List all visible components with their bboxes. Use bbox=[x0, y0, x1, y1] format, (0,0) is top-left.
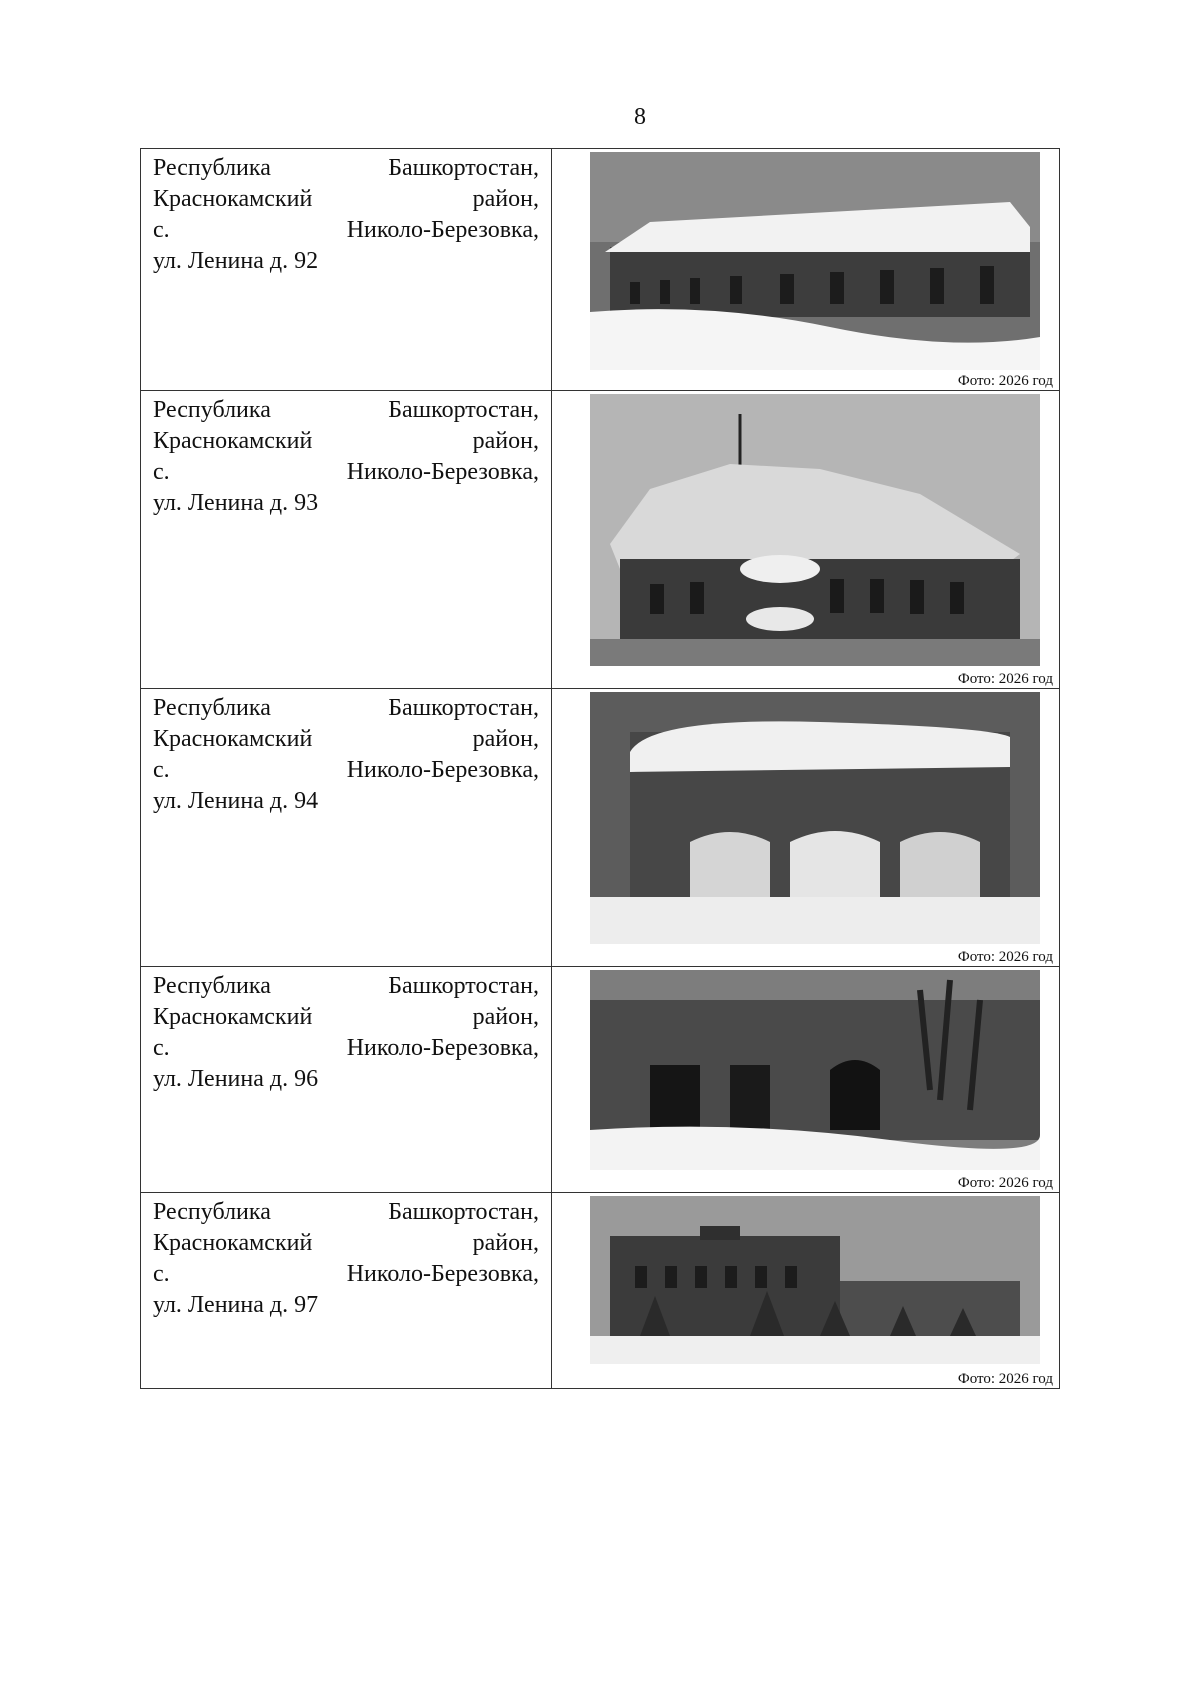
address-district: Краснокамский bbox=[153, 726, 313, 752]
photo-cell bbox=[552, 967, 1060, 1193]
table-row bbox=[141, 1193, 1060, 1389]
address-settlement: Николо-Березовка, bbox=[346, 459, 539, 485]
address-cell bbox=[141, 967, 552, 1193]
table-row bbox=[141, 967, 1060, 1193]
address-region-name: Башкортостан, bbox=[388, 1199, 539, 1225]
address-settlement: Николо-Березовка, bbox=[346, 1035, 539, 1061]
address-district-type: район, bbox=[472, 428, 539, 454]
address-cell bbox=[141, 391, 552, 689]
address-district: Краснокамский bbox=[153, 1004, 313, 1030]
address-street: ул. Ленина д. 97 bbox=[153, 1292, 319, 1318]
address-region: Республика bbox=[153, 1199, 271, 1225]
photo-cell bbox=[552, 391, 1060, 689]
building-photo bbox=[590, 970, 1040, 1170]
address-region: Республика bbox=[153, 397, 271, 423]
object-table bbox=[140, 148, 1060, 1389]
address-district-type: район, bbox=[472, 726, 539, 752]
photo-cell bbox=[552, 149, 1060, 391]
address-cell bbox=[141, 149, 552, 391]
address-settlement: Николо-Березовка, bbox=[346, 217, 539, 243]
address-district: Краснокамский bbox=[153, 1230, 313, 1256]
building-photo bbox=[590, 692, 1040, 944]
photo-cell bbox=[552, 689, 1060, 967]
table-row bbox=[141, 689, 1060, 967]
address-region-name: Башкортостан, bbox=[388, 695, 539, 721]
address-street: ул. Ленина д. 94 bbox=[153, 788, 319, 814]
photo-caption: Фото: 2026 год bbox=[957, 373, 1053, 389]
address-district: Краснокамский bbox=[153, 428, 313, 454]
table-row bbox=[141, 391, 1060, 689]
address-street: ул. Ленина д. 96 bbox=[153, 1066, 319, 1092]
page-number: 8 bbox=[634, 104, 646, 130]
address-region-name: Башкортостан, bbox=[388, 397, 539, 423]
address-street: ул. Ленина д. 92 bbox=[153, 248, 319, 274]
address-region: Республика bbox=[153, 973, 271, 999]
address-settlement: Николо-Березовка, bbox=[346, 757, 539, 783]
building-photo bbox=[590, 152, 1040, 370]
address-settlement-type: с. bbox=[153, 757, 170, 783]
photo-caption: Фото: 2026 год bbox=[957, 671, 1053, 687]
address-region-name: Башкортостан, bbox=[388, 155, 539, 181]
photo-caption: Фото: 2026 год bbox=[957, 1175, 1053, 1191]
address-street: ул. Ленина д. 93 bbox=[153, 490, 319, 516]
address-region-name: Башкортостан, bbox=[388, 973, 539, 999]
building-photo bbox=[590, 1196, 1040, 1364]
photo-caption: Фото: 2026 год bbox=[957, 949, 1053, 965]
address-settlement: Николо-Березовка, bbox=[346, 1261, 539, 1287]
address-settlement-type: с. bbox=[153, 1035, 170, 1061]
table-row bbox=[141, 149, 1060, 391]
address-cell bbox=[141, 1193, 552, 1389]
address-region: Республика bbox=[153, 155, 271, 181]
address-region: Республика bbox=[153, 695, 271, 721]
address-cell bbox=[141, 689, 552, 967]
address-settlement-type: с. bbox=[153, 217, 170, 243]
address-settlement-type: с. bbox=[153, 1261, 170, 1287]
address-district-type: район, bbox=[472, 1004, 539, 1030]
address-district-type: район, bbox=[472, 186, 539, 212]
building-photo bbox=[590, 394, 1040, 666]
address-settlement-type: с. bbox=[153, 459, 170, 485]
photo-cell bbox=[552, 1193, 1060, 1389]
photo-caption: Фото: 2026 год bbox=[957, 1371, 1053, 1387]
address-district-type: район, bbox=[472, 1230, 539, 1256]
address-district: Краснокамский bbox=[153, 186, 313, 212]
